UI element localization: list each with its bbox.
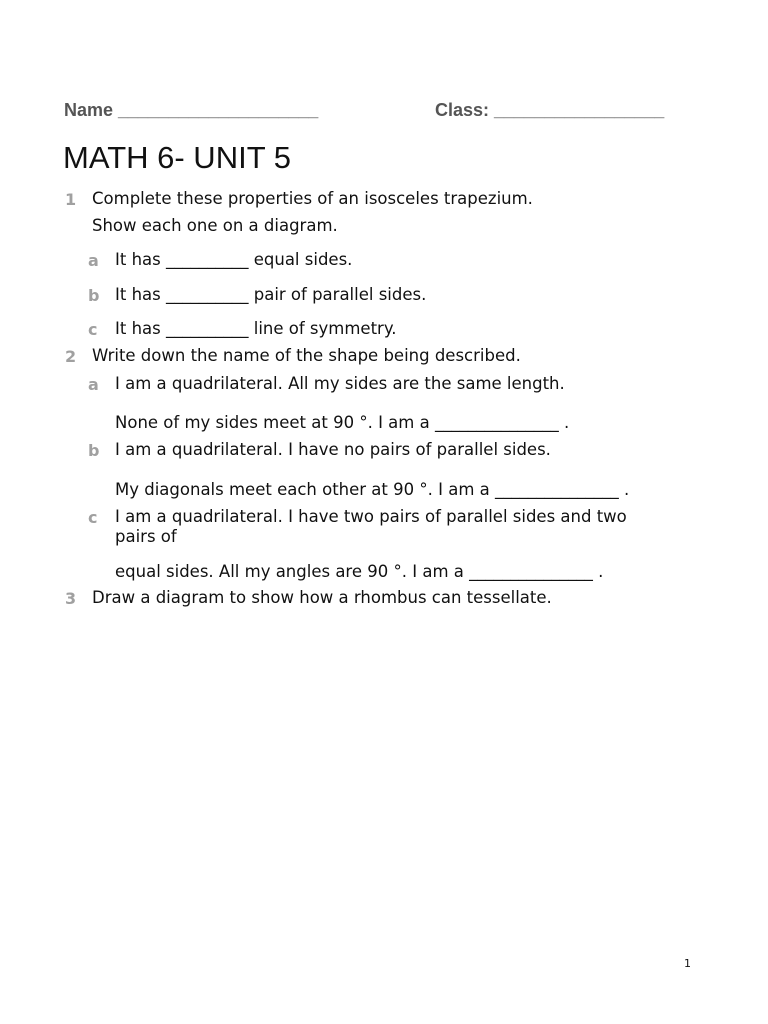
question-3-line-1: Draw a diagram to show how a rhombus can tessellate. [92, 588, 552, 607]
question-2a-letter: a [88, 375, 99, 394]
question-2c-line-1b: pairs of [115, 527, 177, 546]
worksheet-header [64, 100, 704, 121]
question-2c-letter: c [88, 508, 98, 527]
question-1a-text: It has __________ equal sides. [115, 250, 353, 269]
question-1b-letter: b [88, 286, 100, 305]
worksheet-title: MATH 6- UNIT 5 [63, 140, 291, 175]
question-3-number: 3 [65, 589, 77, 608]
question-1c-letter: c [88, 320, 98, 339]
question-2b-line-1: I am a quadrilateral. I have no pairs of parallel sides. [115, 440, 551, 459]
question-1c-text: It has __________ line of symmetry. [115, 319, 397, 338]
question-1a-letter: a [88, 251, 99, 270]
question-2-number: 2 [65, 347, 77, 366]
question-2c-line-1: I am a quadrilateral. I have two pairs of parallel sides and two [115, 507, 627, 526]
question-2a-line-1: I am a quadrilateral. All my sides are the same length. [115, 374, 565, 393]
class-field: Class: _________________ [435, 100, 665, 120]
question-1-line-1: Complete these properties of an isosceles trapezium. [92, 189, 533, 208]
page-number: 1 [684, 957, 691, 970]
question-1-line-2: Show each one on a diagram. [92, 216, 338, 235]
question-2c-line-2: equal sides. All my angles are 90 °. I am a _______________ . [115, 562, 604, 581]
question-1b-text: It has __________ pair of parallel sides. [115, 285, 427, 304]
question-2b-letter: b [88, 441, 100, 460]
question-2b-line-2: My diagonals meet each other at 90 °. I am a _______________ . [115, 480, 630, 499]
question-2-line-1: Write down the name of the shape being described. [92, 346, 521, 365]
name-field: Name ____________________ [64, 100, 319, 120]
question-1-number: 1 [65, 190, 77, 209]
question-2a-line-2: None of my sides meet at 90 °. I am a _______________ . [115, 413, 570, 432]
